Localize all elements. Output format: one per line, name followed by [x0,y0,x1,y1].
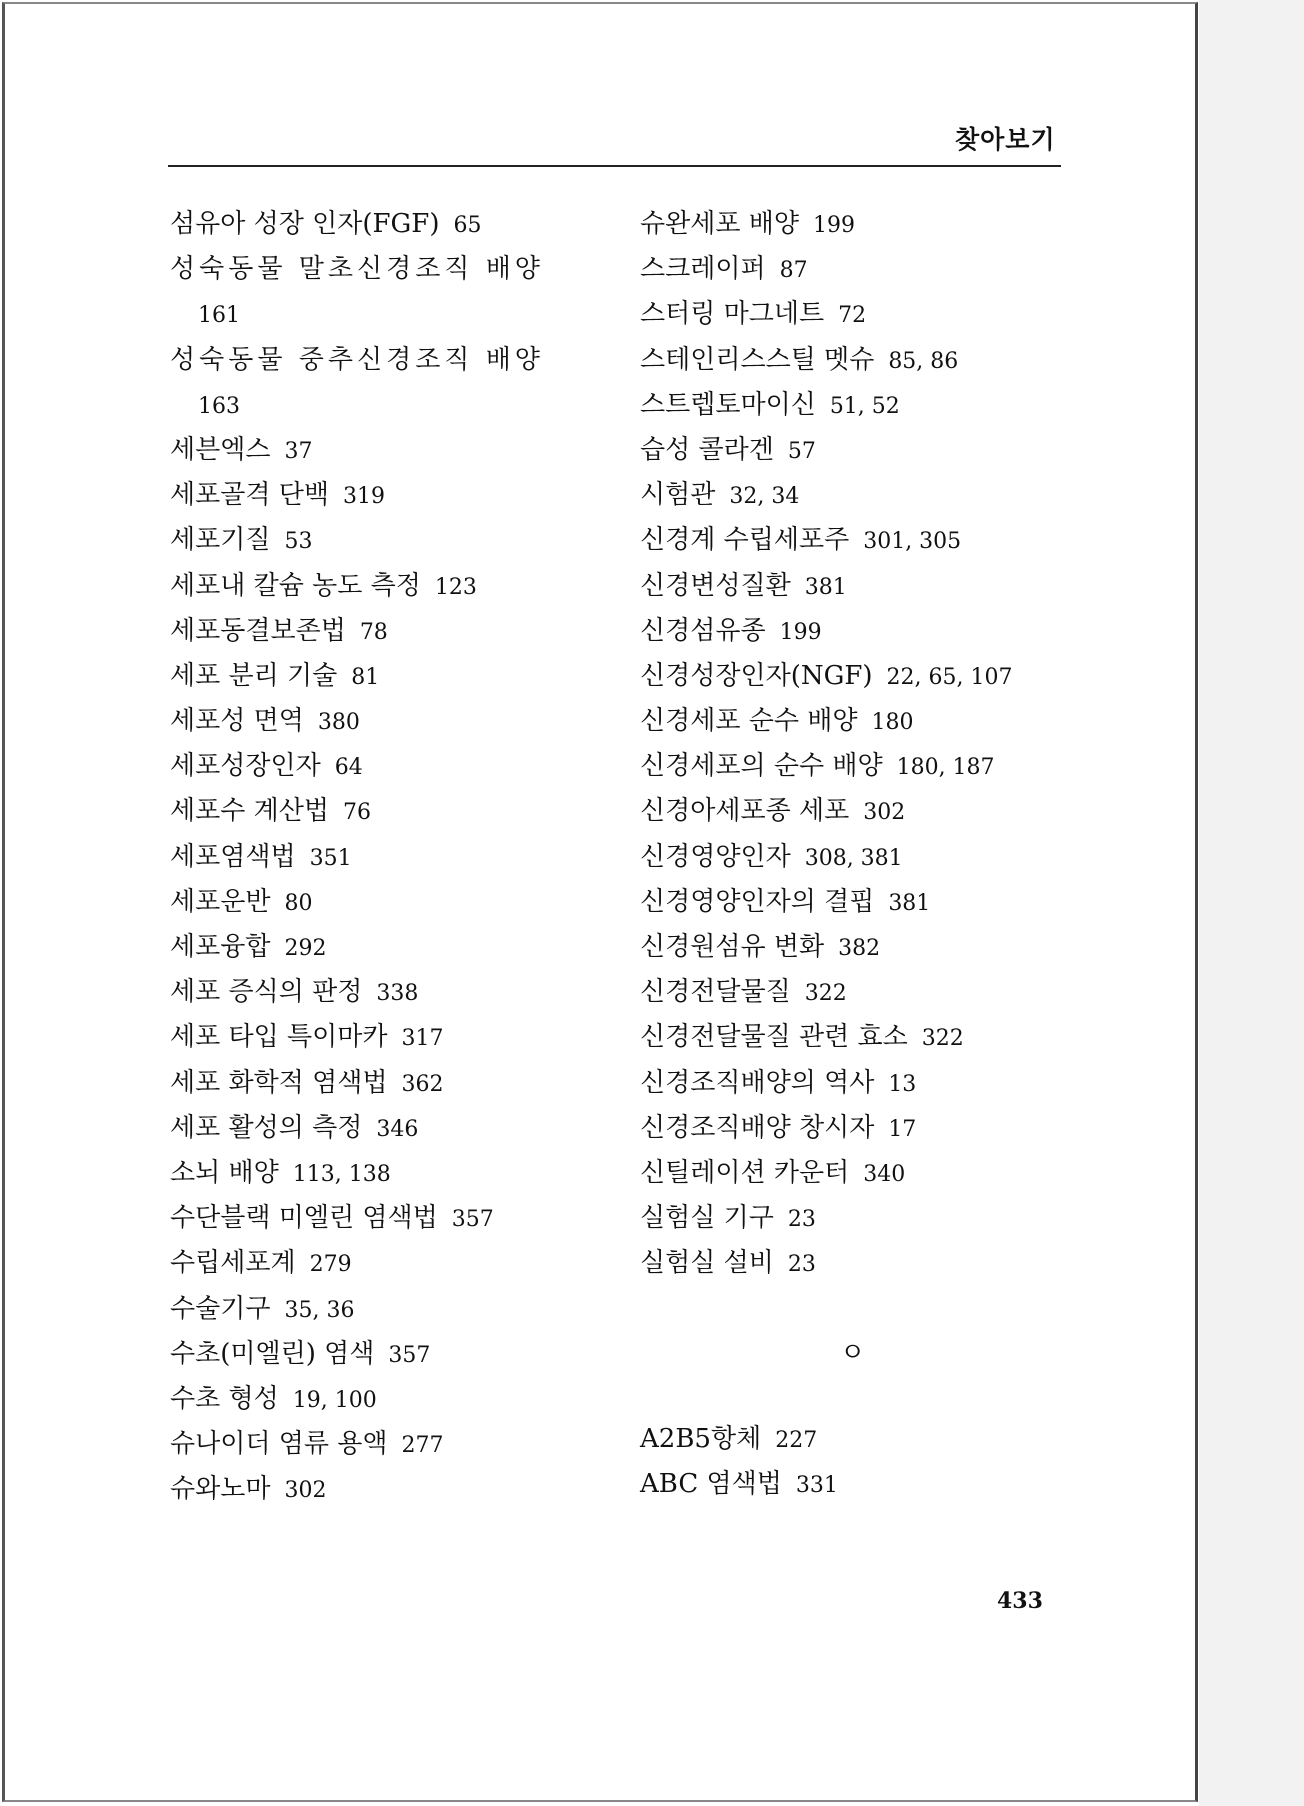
index-entry [170,1015,610,1060]
index-term: 실험실 기구 [640,1203,774,1234]
index-entry [640,925,1080,970]
index-entry [640,970,1080,1015]
index-pages: 72 [838,303,867,329]
index-entry [640,1196,1080,1241]
index-term: 신경전달물질 관련 효소 [640,1022,908,1053]
index-entry [640,609,1080,654]
index-entry [640,744,1080,789]
index-term: 슈와노마 [170,1474,271,1505]
index-term: 신틸레이션 카운터 [640,1157,850,1188]
index-term: 슈나이더 염류 용액 [170,1429,388,1460]
index-entry [640,1151,1080,1196]
index-term: 세포 분리 기술 [170,660,338,691]
index-entry [170,1287,610,1332]
index-term: 신경영양인자 [640,841,791,872]
index-pages: 346 [376,1116,419,1142]
index-term: 신경조직배양의 역사 [640,1067,875,1098]
index-entry [640,835,1080,880]
index-entry [170,1377,610,1422]
index-entry [170,609,610,654]
index-entry [640,1417,838,1462]
index-pages: 322 [804,981,847,1007]
index-pages: 37 [284,438,313,464]
index-entry [170,925,610,970]
index-pages: 163 [198,393,240,419]
index-term: A2B5항체 [640,1424,762,1454]
index-entry [640,383,1080,428]
index-pages: 85, 86 [888,348,959,374]
index-column-left [170,202,610,1512]
index-term: 신경조직배양 창시자 [640,1112,875,1143]
index-pages: 123 [434,574,477,600]
index-pages: 19, 100 [292,1387,377,1413]
index-pages: 161 [198,303,240,329]
index-term: 슈완세포 배양 [640,209,799,239]
index-pages: 65 [453,213,482,238]
index-term: 성숙동물 중추신경조직 배양 [170,344,544,375]
index-term: ABC 염색법 [640,1469,782,1500]
index-term: 신경세포 순수 배양 [640,706,858,737]
index-term: 스크레이퍼 [640,254,766,285]
index-entry [640,338,1080,383]
index-entry [170,1332,610,1377]
header-rule [168,165,1061,167]
index-term: 세포 타입 특이마카 [170,1022,388,1053]
index-column-right-continued [640,1417,838,1507]
index-term: 소뇌 배양 [170,1157,279,1188]
index-pages: 357 [451,1207,494,1233]
index-term: 시험관 [640,480,716,511]
index-term: 세포성장인자 [170,751,321,782]
index-entry-continuation [170,292,610,337]
index-pages: 17 [888,1116,917,1142]
index-pages: 87 [779,258,808,284]
index-pages: 23 [787,1207,816,1233]
index-term: 수초 형성 [170,1383,279,1414]
index-term: 세포 증식의 판정 [170,977,363,1008]
index-term: 신경아세포종 세포 [640,796,850,827]
index-pages: 319 [342,484,385,510]
index-pages: 76 [342,800,371,826]
index-pages: 338 [376,981,419,1007]
index-term: 수단블랙 미엘린 염색법 [170,1203,438,1234]
index-pages: 308, 381 [804,845,903,871]
index-entry [170,744,610,789]
index-entry [170,473,610,518]
index-entry [170,1196,610,1241]
index-column-right [640,202,1080,1287]
index-entry [170,1061,610,1106]
index-entry [170,1151,610,1196]
page-margin-background [1199,0,1304,1806]
index-entry [640,247,1080,292]
index-pages: 113, 138 [292,1161,391,1187]
index-pages: 64 [334,755,363,781]
index-term: 세포염색법 [170,841,296,872]
index-entry [170,699,610,744]
index-term: 수립세포계 [170,1248,296,1279]
index-term: 세포성 면역 [170,706,304,737]
index-term: 신경영양인자의 결핍 [640,886,875,917]
index-pages: 317 [401,1026,444,1052]
index-pages: 277 [401,1433,444,1459]
index-pages: 302 [863,800,906,826]
index-term: 세포동결보존법 [170,615,346,646]
index-entry [170,880,610,925]
index-pages: 382 [838,936,881,961]
index-pages: 22, 65, 107 [886,664,1013,690]
index-entry [170,564,610,609]
index-term: 신경전달물질 [640,977,791,1008]
index-term: 수초(미엘린) 염색 [170,1338,375,1369]
index-entry [170,789,610,834]
index-entry [170,1106,610,1151]
index-pages: 78 [359,619,388,645]
index-pages: 53 [284,529,313,555]
index-pages: 180 [871,710,914,736]
page-number: 433 [997,1588,1043,1614]
index-pages: 301, 305 [863,529,962,555]
index-pages: 381 [888,890,931,916]
index-entry [170,1241,610,1286]
index-term: 신경계 수립세포주 [640,525,850,556]
index-entry [640,654,1080,699]
index-entry [640,1106,1080,1151]
index-term: 신경원섬유 변화 [640,932,825,962]
index-term: 신경변성질환 [640,570,791,601]
index-pages: 381 [804,574,847,600]
index-entry [640,789,1080,834]
index-entry [170,654,610,699]
index-term: 신경섬유종 [640,615,766,646]
index-pages: 199 [779,619,822,645]
index-pages: 199 [812,213,855,238]
index-pages: 23 [787,1252,816,1278]
index-term: 세포골격 단백 [170,480,329,511]
index-entry-continuation [170,383,610,428]
index-entry [170,1467,610,1512]
index-entry [640,1462,838,1507]
index-term: 실험실 설비 [640,1248,774,1279]
index-pages: 35, 36 [284,1297,355,1323]
index-pages: 227 [775,1428,818,1453]
index-entry [640,699,1080,744]
index-term: 신경성장인자(NGF) [640,660,873,691]
index-pages: 292 [284,936,327,961]
index-term: 성숙동물 말초신경조직 배양 [170,254,544,285]
index-entry [640,880,1080,925]
index-pages: 340 [863,1161,906,1187]
index-entry [640,428,1080,473]
index-term: 세포운반 [170,886,271,917]
index-term: 스테인리스스틸 멧슈 [640,344,875,375]
index-term: 습성 콜라겐 [640,434,774,465]
index-term: 섬유아 성장 인자(FGF) [170,209,440,239]
index-term: 스터링 마그네트 [640,299,825,330]
index-entry [170,1422,610,1467]
index-pages: 57 [787,438,816,464]
index-entry [640,1061,1080,1106]
index-entry [170,202,610,247]
index-term: 세포융합 [170,932,271,962]
index-pages: 32, 34 [729,484,800,510]
index-entry [170,970,610,1015]
index-pages: 180, 187 [896,755,995,781]
index-entry [640,1241,1080,1286]
index-entry [640,473,1080,518]
index-term: 신경세포의 순수 배양 [640,751,883,782]
index-entry [170,835,610,880]
index-term: 세포내 칼슘 농도 측정 [170,570,421,601]
index-term: 세포기질 [170,525,271,556]
index-pages: 357 [388,1342,431,1368]
index-term: 수술기구 [170,1293,271,1324]
index-entry [640,518,1080,563]
running-header-title: 찾아보기 [955,125,1056,154]
index-term: 세포수 계산법 [170,796,329,827]
index-pages: 362 [401,1071,444,1097]
index-term: 세포 활성의 측정 [170,1112,363,1143]
index-entry [640,564,1080,609]
index-term: 세포 화학적 염색법 [170,1067,388,1098]
index-pages: 81 [351,664,380,690]
index-pages: 279 [309,1252,352,1278]
index-entry [170,518,610,563]
index-entry [170,428,610,473]
index-pages: 331 [795,1473,838,1499]
index-term: 스트렙토마이신 [640,389,816,420]
index-entry [170,338,610,383]
index-entry [640,202,1080,247]
index-pages: 13 [888,1071,917,1097]
index-pages: 351 [309,845,352,871]
index-term: 세븐엑스 [170,434,271,465]
index-entry [640,292,1080,337]
index-pages: 380 [317,710,360,736]
section-letter-heading: ㅇ [840,1338,866,1368]
index-entry [170,247,610,292]
index-entry [640,1015,1080,1060]
index-pages: 302 [284,1478,327,1504]
index-pages: 51, 52 [829,393,900,419]
index-pages: 80 [284,890,313,916]
index-pages: 322 [921,1026,964,1052]
